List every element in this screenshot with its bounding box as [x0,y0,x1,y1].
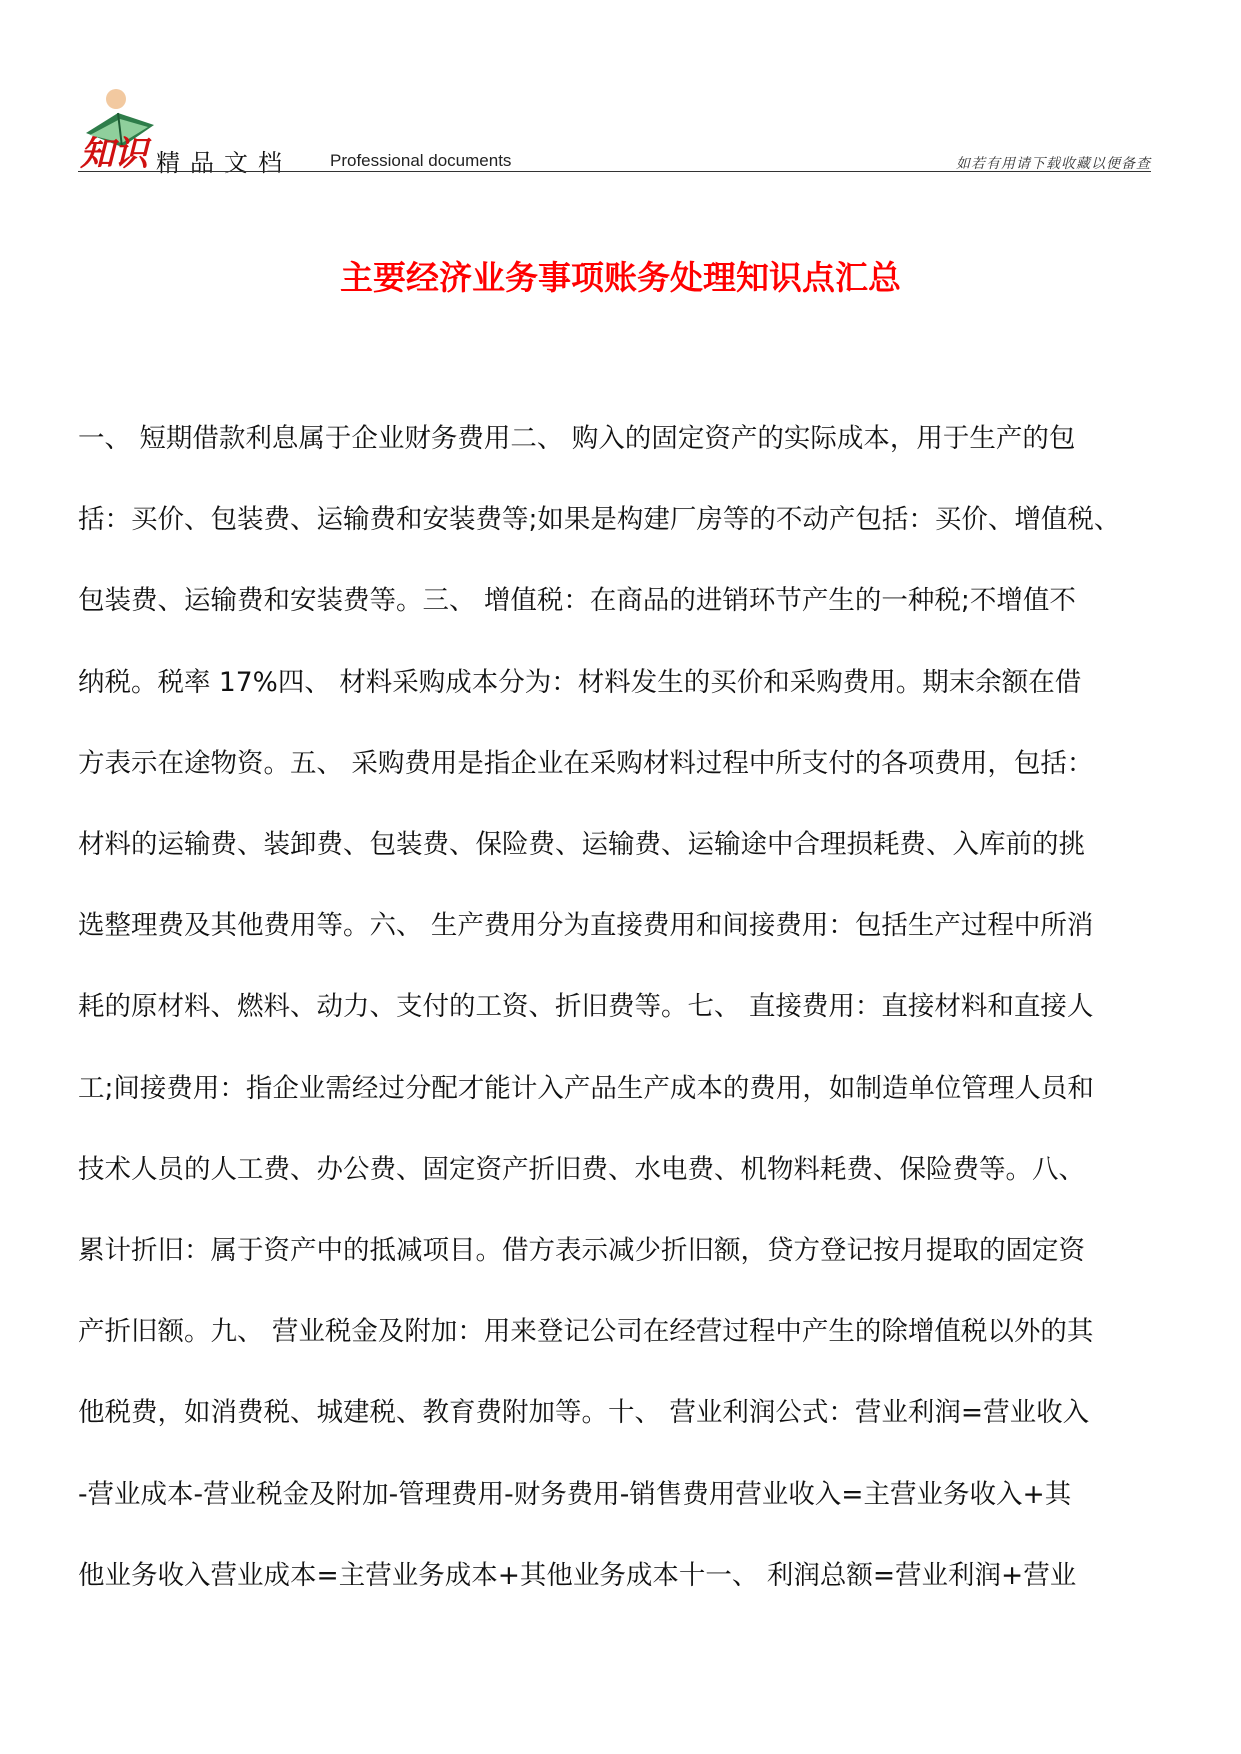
body-line: 材料的运输费、装卸费、包装费、保险费、运输费、运输途中合理损耗费、入库前的挑 [78,829,1085,861]
body-line: 他税费，如消费税、城建税、教育费附加等。十、 营业利润公式：营业利润=营业收入 [78,1397,1090,1429]
body-line: 产折旧额。九、 营业税金及附加：用来登记公司在经营过程中产生的除增值税以外的其 [78,1316,1094,1348]
body-line: 括：买价、包装费、运输费和安装费等;如果是构建厂房等的不动产包括：买价、增值税、 [78,504,1121,536]
body-line: 纳税。税率 17%四、 材料采购成本分为：材料发生的买价和采购费用。期末余额在借 [78,666,1082,698]
document-body [78,398,1163,1616]
body-line: 一、 短期借款利息属于企业财务费用二、 购入的固定资产的实际成本，用于生产的包 [78,423,1076,454]
header-slogan: 如若有用请下载收藏以便备查 [956,156,1151,172]
body-line: 选整理费及其他费用等。六、 生产费用分为直接费用和间接费用：包括生产过程中所消 [78,910,1094,942]
brand-name: 精品文档 [156,149,292,177]
body-line: 累计折旧：属于资产中的抵减项目。借方表示减少折旧额，贷方登记按月提取的固定资 [78,1235,1085,1267]
body-line: -营业成本-营业税金及附加-管理费用-财务费用-销售费用营业收入=主营业务收入+其 [78,1478,1072,1510]
body-line: 耗的原材料、燃料、动力、支付的工资、折旧费等。七、 直接费用：直接材料和直接人 [78,991,1094,1023]
page-header [78,85,1151,177]
body-line: 工;间接费用：指企业需经过分配才能计入产品生产成本的费用，如制造单位管理人员和 [78,1072,1094,1104]
document-title: 主要经济业务事项账务处理知识点汇总 [340,258,901,297]
header-divider [78,171,1151,172]
book-logo-icon [78,85,158,169]
body-line: 他业务收入营业成本=主营业务成本+其他业务成本十一、 利润总额=营业利润+营业 [78,1559,1077,1591]
svg-text:知识: 知识 [80,134,148,169]
body-line: 包装费、运输费和安装费等。三、 增值税：在商品的进销环节产生的一种税;不增值不 [78,585,1076,617]
body-line: 方表示在途物资。五、 采购费用是指企业在采购材料过程中所支付的各项费用，包括： [78,747,1094,779]
body-line: 技术人员的人工费、办公费、固定资产折旧费、水电费、机物料耗费、保险费等。八、 [78,1153,1085,1185]
brand-english: Professional documents [330,151,512,170]
